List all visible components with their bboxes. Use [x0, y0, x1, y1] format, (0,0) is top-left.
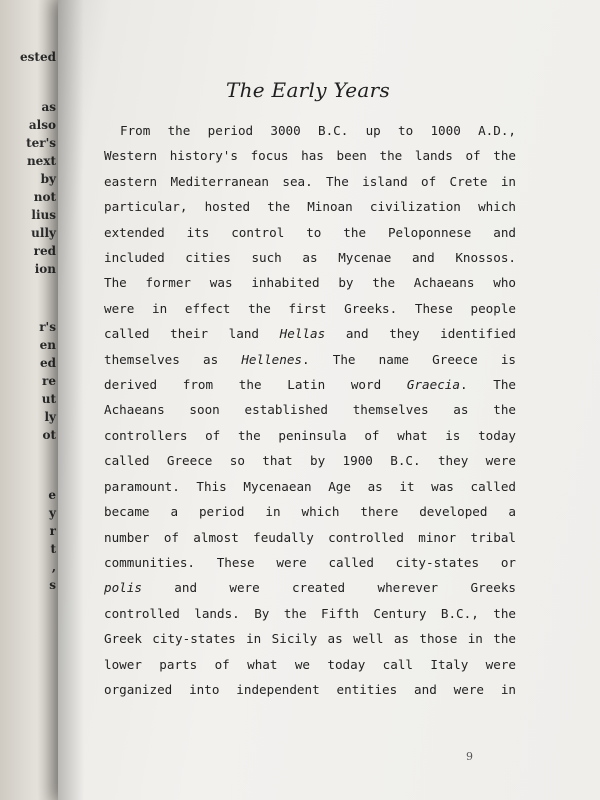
text-line [104, 321, 516, 346]
text-run: lower parts of what we today call Italy were [104, 656, 516, 672]
text-run: Greek city-states in Sicily as well as those in the [104, 631, 516, 647]
chapter-title: The Early Years [225, 78, 391, 102]
book-page [58, 0, 600, 800]
text-line [104, 601, 516, 626]
text-run: Achaeans soon established themselves as the [104, 402, 516, 418]
italic-term: Graecia [406, 377, 460, 393]
text-run: organized into independent entities and were in [104, 681, 516, 697]
left-page-fragment: s [49, 578, 56, 592]
text-run: extended its control to the Peloponnese and [104, 224, 516, 240]
text-run: and they identified [325, 326, 516, 342]
italic-term: Hellas [279, 326, 326, 342]
text-line [104, 143, 516, 168]
left-page-fragment: not [33, 190, 56, 204]
left-page-fragment: ly [44, 410, 56, 424]
left-page-fragment: ter's [26, 136, 56, 150]
text-line [104, 474, 516, 499]
left-page-fragment: ion [34, 262, 56, 276]
text-run: became a period in which there developed a [104, 504, 516, 520]
text-line [104, 397, 516, 422]
left-page-fragment: lius [31, 208, 56, 222]
text-run: communities. These were called city-states or [104, 554, 516, 570]
text-run: From the period 3000 B.C. up to 1000 A.D., [120, 123, 516, 138]
text-run: called their land [104, 326, 280, 342]
text-run: included cities such as Mycenae and Knossos. [104, 250, 516, 266]
text-run: number of almost feudally controlled minor tribal [104, 529, 516, 545]
text-line [104, 245, 516, 270]
text-line [104, 499, 516, 524]
text-run: controllers of the peninsula of what is today [104, 427, 516, 443]
text-run: themselves as [104, 351, 242, 367]
left-page-fragment: also [28, 118, 56, 132]
left-page-fragment: ot [42, 428, 56, 442]
left-page-fragment: ed [39, 356, 56, 370]
left-page-fragment: by [40, 172, 56, 186]
text-line [104, 525, 516, 550]
text-run: and were created wherever Greeks [141, 580, 516, 596]
left-page-fragment: y [49, 506, 56, 520]
italic-term: polis [104, 580, 142, 596]
left-page-fragment: red [33, 244, 56, 258]
text-run: The former was inhabited by the Achaeans who [104, 275, 516, 291]
text-run: Western history's focus has been the lands of the [104, 148, 516, 164]
text-run: eastern Mediterranean sea. The island of Crete in [104, 173, 516, 189]
italic-term: Hellenes [241, 351, 302, 367]
text-line [104, 296, 516, 321]
left-page-edge [0, 0, 62, 800]
left-page-fragment: en [39, 338, 56, 352]
page-number: 9 [466, 750, 473, 763]
text-run: controlled lands. By the Fifth Century B.C., the [104, 605, 516, 621]
left-page-fragment: t [50, 542, 56, 556]
text-run: . The [459, 377, 516, 393]
left-page-fragment: e [48, 488, 56, 502]
text-run: particular, hosted the Minoan civilization which [104, 199, 516, 215]
text-line [104, 448, 516, 473]
left-page-fragment: ested [20, 50, 56, 64]
text-line [104, 372, 516, 397]
text-line [104, 118, 516, 143]
text-line [104, 550, 516, 575]
text-line [104, 575, 516, 600]
text-line [104, 220, 516, 245]
text-run: derived from the Latin word [104, 377, 407, 393]
left-page-fragment: , [51, 560, 56, 574]
left-page-fragment: ut [41, 392, 56, 406]
text-run: called Greece so that by 1900 B.C. they were [104, 453, 516, 469]
text-run: paramount. This Mycenaean Age as it was called [104, 478, 516, 494]
left-page-fragment: as [41, 100, 56, 114]
text-run: were in effect the first Greeks. These people [104, 300, 516, 316]
text-line [104, 194, 516, 219]
body-text [104, 118, 516, 702]
text-line [104, 347, 516, 372]
text-line [104, 677, 516, 702]
left-page-fragment: r's [39, 320, 56, 334]
text-run: . The name Greece is [302, 351, 516, 367]
text-line [104, 626, 516, 651]
left-page-fragment: ully [31, 226, 56, 240]
left-page-fragment: next [26, 154, 56, 168]
text-line [104, 270, 516, 295]
left-page-fragment: re [42, 374, 56, 388]
left-page-fragment: r [49, 524, 56, 538]
text-line [104, 423, 516, 448]
text-line [104, 169, 516, 194]
text-line [104, 652, 516, 677]
page-gutter-shadow [58, 0, 84, 800]
